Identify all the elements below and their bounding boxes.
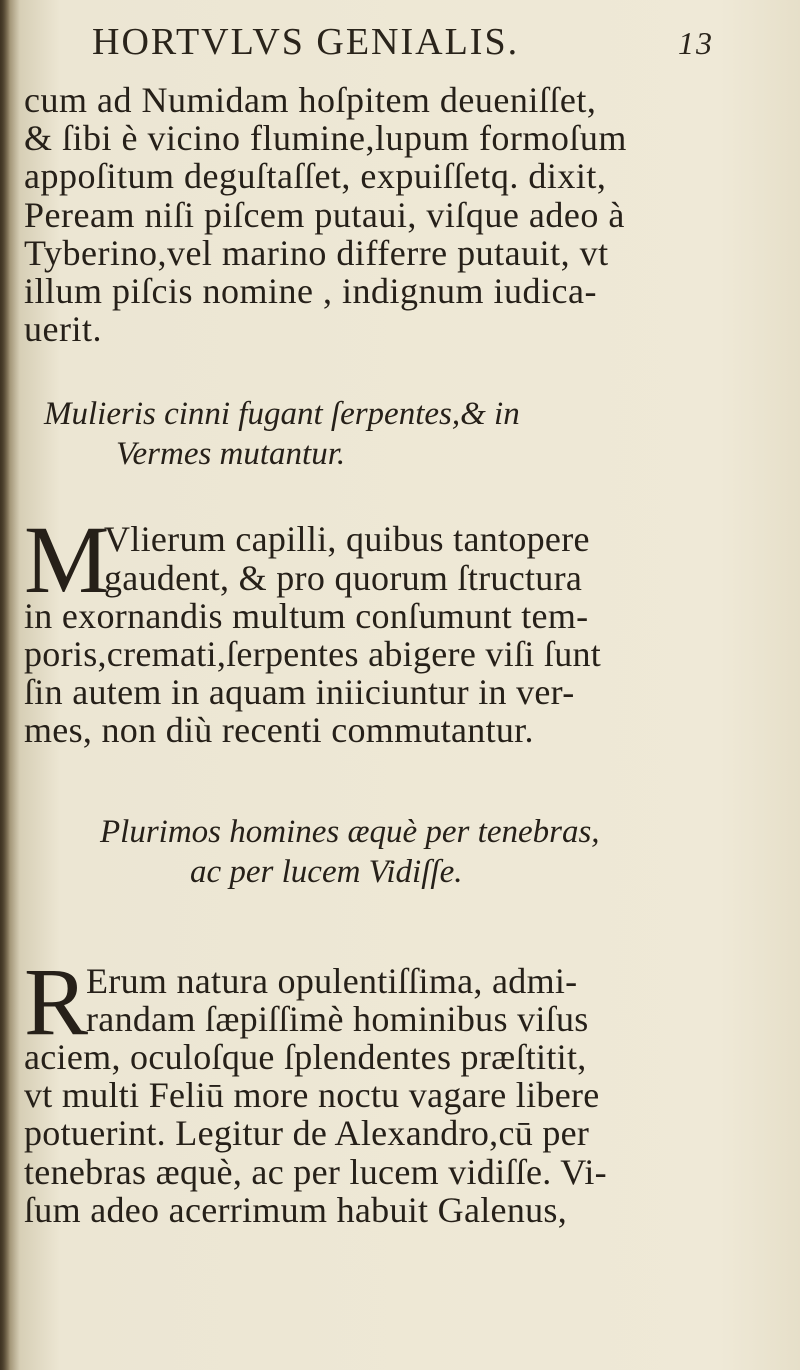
text-line: tenebras æquè, ac per lucem vidiſſe. Vi- [24,1151,607,1192]
text-line: Vlierum capilli, quibus tantopere [104,519,590,560]
text-line: vt multi Feliū more noctu vagare libere [24,1075,600,1116]
gutter-shadow [0,0,10,1370]
text-line: cum ad Numidam hoſpitem deueniſſet, [24,80,597,120]
heading-line: ac per lucem Vidiſſe. [190,853,463,890]
section-heading [24,394,714,474]
text-line: Erum natura opulentiſſima, admi- [86,960,578,1001]
heading-line: Mulieris cinni fugant ſerpentes,& in [44,396,520,433]
text-line: Tyberino,vel marino differre putauit, vt [24,232,609,273]
text-line: randam ſæpiſſimè hominibus viſus [86,998,589,1039]
text-line: in exornandis multum conſumunt tem- [24,595,589,636]
section-paragraph [24,947,714,1230]
text-line: aciem, oculoſque ſplendentes præſtitit, [24,1037,587,1078]
text-line: potuerint. Legitur de Alexandro,cū per [24,1113,590,1154]
text-line: & ſibi è vicino flumine,lupum formoſum [24,118,627,159]
section-heading [24,812,714,892]
text-line: gaudent, & pro quorum ſtructura [104,557,583,598]
paragraph-continuation [24,81,714,348]
text-line: appoſitum deguſtaſſet, expuiſſetq. dixit, [24,156,607,197]
text-line: Peream niſi piſcem putaui, viſque adeo à [24,194,625,235]
page-number: 13 [678,25,714,61]
text-line: uerit. [24,309,102,350]
text-line: mes, non diù recenti commutantur. [24,710,534,751]
running-title: HORTVLVS GENIALIS. [92,21,520,63]
text-block [24,20,714,1229]
drop-cap: M [24,506,110,614]
drop-cap: R [24,947,89,1055]
text-line: ſum adeo acerrimum habuit Galenus, [24,1189,568,1230]
text-line: ſin autem in aquam iniiciuntur in ver- [24,672,575,713]
running-header [24,20,714,65]
heading-line: Plurimos homines æquè per tenebras, [100,813,600,850]
heading-line: Vermes mutantur. [116,436,346,473]
section-paragraph [24,506,714,751]
text-line: poris,cremati,ſerpentes abigere viſi ſunt [24,634,602,675]
text-line: illum piſcis nomine , indignum iudica- [24,271,597,312]
